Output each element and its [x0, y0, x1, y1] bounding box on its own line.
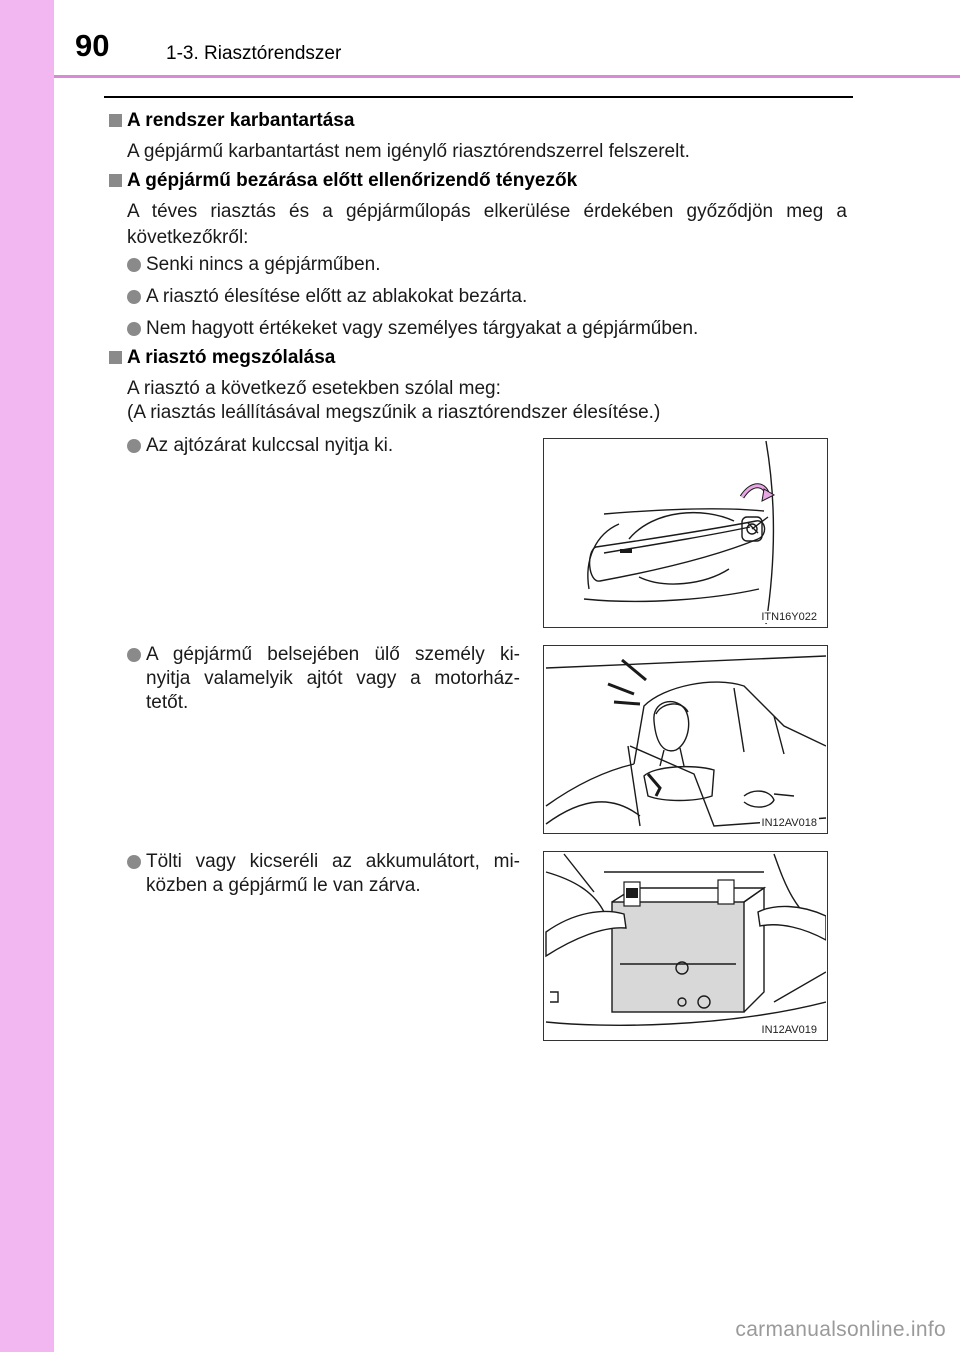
chapter-side-tab — [0, 0, 54, 1352]
bullet-door-opened-line1: A gépjármű belsejében ülő személy ki- — [146, 644, 520, 665]
bullet-battery-line2: közben a gépjármű le van zárva. — [146, 875, 421, 896]
watermark: carmanualsonline.info — [735, 1318, 946, 1341]
heading-checks-before-locking: A gépjármű bezárása előtt ellenőrizendő tényezők — [127, 170, 578, 191]
round-bullet-icon — [127, 322, 141, 336]
round-bullet-icon — [127, 648, 141, 662]
paragraph-checks-line1: A téves riasztás és a gépjárműlopás elkerülése érdekében győződjön meg a — [127, 201, 847, 222]
square-bullet-icon — [109, 351, 122, 364]
content-top-rule — [104, 96, 853, 98]
paragraph-checks-line2: következőkről: — [127, 227, 249, 248]
heading-maintenance: A rendszer karbantartása — [127, 110, 355, 131]
bullet-battery-line1: Tölti vagy kicseréli az akkumulátort, mi- — [146, 851, 520, 872]
person-in-car-illustration — [544, 646, 826, 832]
figure-code: ITN16Y022 — [761, 611, 817, 623]
heading-alarm-sounds: A riasztó megszólalása — [127, 347, 336, 368]
battery-illustration — [544, 852, 826, 1039]
bullet-unlock-with-key: Az ajtózárat kulccsal nyitja ki. — [146, 435, 394, 456]
round-bullet-icon — [127, 290, 141, 304]
square-bullet-icon — [109, 114, 122, 127]
figure-door-handle-key — [543, 438, 828, 628]
figure-door-opened-inside — [543, 645, 828, 834]
round-bullet-icon — [127, 439, 141, 453]
round-bullet-icon — [127, 258, 141, 272]
header-divider — [54, 75, 960, 78]
figure-code: IN12AV018 — [761, 817, 817, 829]
figure-code: IN12AV019 — [761, 1024, 817, 1036]
bullet-door-opened-line2: nyitja valamelyik ajtót vagy a motorház- — [146, 668, 520, 689]
round-bullet-icon — [127, 855, 141, 869]
square-bullet-icon — [109, 174, 122, 187]
paragraph-alarm-line1: A riasztó a következő esetekben szólal meg: — [127, 378, 501, 399]
bullet-windows-closed: A riasztó élesítése előtt az ablakokat bezárta. — [146, 286, 528, 307]
section-title: 1-3. Riasztórendszer — [166, 43, 342, 64]
door-handle-illustration — [544, 439, 826, 626]
figure-battery-replace — [543, 851, 828, 1041]
paragraph-maintenance: A gépjármű karbantartást nem igénylő riasztórendszerrel felszerelt. — [127, 141, 690, 162]
page-number: 90 — [75, 28, 110, 63]
bullet-no-valuables: Nem hagyott értékeket vagy személyes tárgyakat a gépjárműben. — [146, 318, 699, 339]
paragraph-alarm-line2: (A riasztás leállításával megszűnik a riasztórendszer élesítése.) — [127, 402, 661, 423]
bullet-door-opened-line3: tetőt. — [146, 692, 189, 713]
bullet-nobody-inside: Senki nincs a gépjárműben. — [146, 254, 381, 275]
